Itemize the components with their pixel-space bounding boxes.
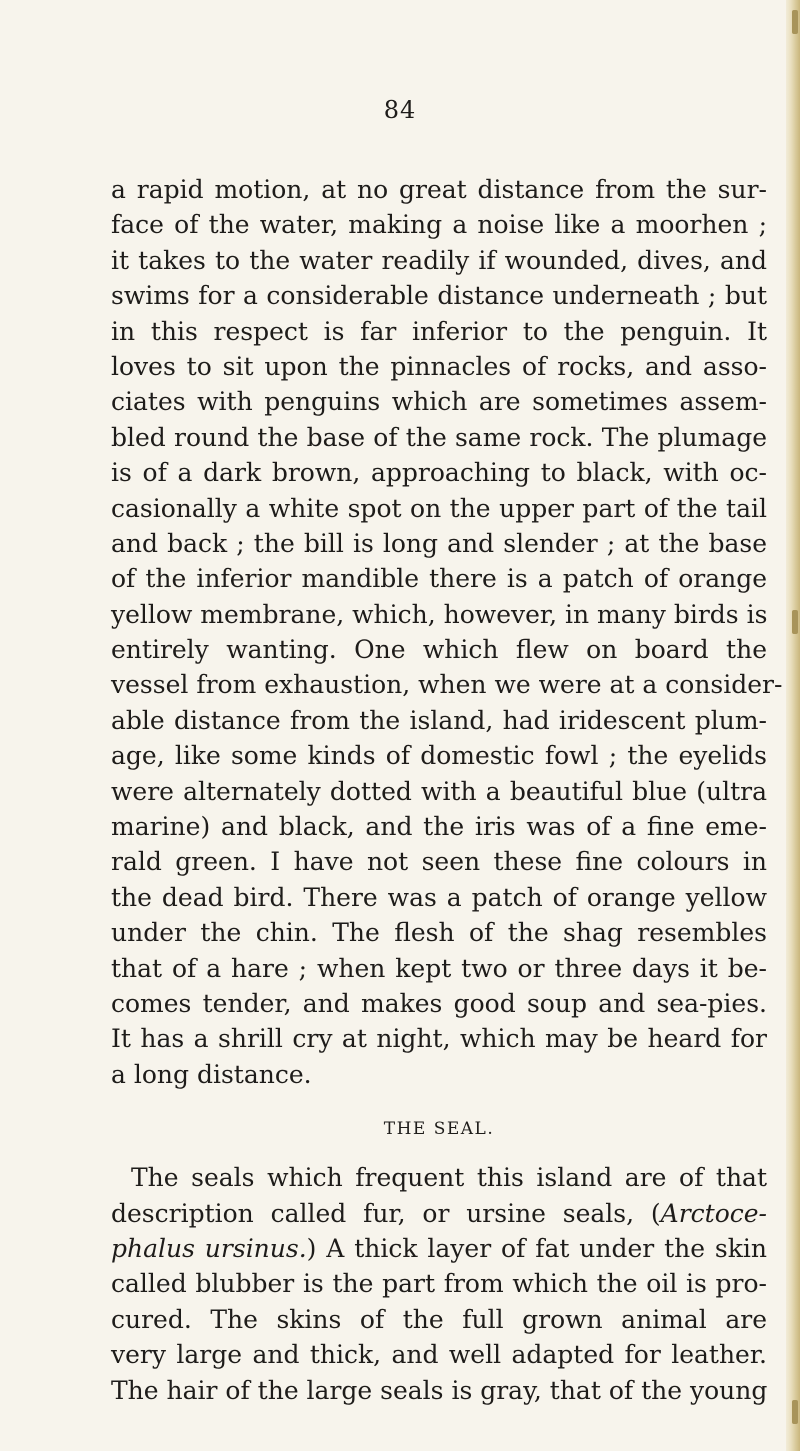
text-line: is of a dark brown, approaching to black, with oc-	[111, 458, 767, 488]
text-line: bled round the base of the same rock. The plumage	[111, 422, 767, 452]
text-line: swims for a considerable distance underneath ; but	[111, 281, 767, 311]
text-line: entirely wanting. One which flew on board the	[111, 635, 767, 665]
page-edge-mark	[792, 610, 798, 634]
text-line: It has a shrill cry at night, which may be heard for	[111, 1024, 767, 1054]
text-line: The seals which frequent this island are of that	[131, 1163, 767, 1193]
text-segment: description called fur, or ursine seals, (	[111, 1198, 661, 1228]
italic-species-name: phalus ursinus.	[111, 1233, 307, 1263]
page-number: 84	[383, 96, 417, 124]
text-line: The hair of the large seals is gray, that of the young	[111, 1375, 768, 1405]
page-edge	[786, 0, 800, 1451]
text-line: the dead bird. There was a patch of orange yellow	[111, 882, 767, 912]
text-line: cured. The skins of the full grown animal are	[111, 1304, 767, 1334]
page-edge-mark	[792, 10, 798, 34]
body-text	[111, 172, 783, 1408]
text-line: of the inferior mandible there is a patch of orange	[111, 564, 767, 594]
text-line: loves to sit upon the pinnacles of rocks, and asso-	[111, 351, 767, 381]
text-line: in this respect is far inferior to the penguin. It	[111, 316, 767, 346]
italic-species-name: Arctoce-	[660, 1198, 767, 1228]
text-line	[111, 1231, 767, 1266]
text-segment: ) A thick layer of fat under the skin	[306, 1233, 767, 1263]
text-line: marine) and black, and the iris was of a fine eme-	[111, 812, 767, 842]
text-line: able distance from the island, had iridescent plum-	[111, 705, 767, 735]
text-line: called blubber is the part from which the oil is pro-	[111, 1269, 767, 1299]
text-line: under the chin. The flesh of the shag resembles	[111, 918, 767, 948]
text-line: rald green. I have not seen these fine colours in	[111, 847, 767, 877]
text-line: a rapid motion, at no great distance from the sur-	[111, 175, 767, 204]
paragraph-shag	[111, 172, 783, 1092]
text-line: it takes to the water readily if wounded, dives, and	[111, 245, 767, 275]
page-edge-mark	[792, 1400, 798, 1424]
text-line: face of the water, making a noise like a moorhen ;	[111, 210, 767, 240]
text-line: a long distance.	[111, 1059, 312, 1089]
text-line: casionally a white spot on the upper part of the tail	[111, 493, 767, 523]
paragraph-seal	[111, 1160, 767, 1408]
text-line: vessel from exhaustion, when we were at a consider-	[111, 670, 783, 700]
text-line: yellow membrane, which, however, in many birds is	[111, 599, 768, 629]
text-line: comes tender, and makes good soup and sea-pies.	[111, 988, 767, 1018]
section-heading: THE SEAL.	[383, 1119, 495, 1140]
text-line: that of a hare ; when kept two or three days it be-	[111, 953, 767, 983]
text-line: age, like some kinds of domestic fowl ; the eyelids	[111, 741, 767, 771]
text-line: ciates with penguins which are sometimes assem-	[111, 387, 767, 417]
text-line	[111, 1196, 767, 1231]
text-line: very large and thick, and well adapted for leather.	[111, 1340, 767, 1370]
text-line: were alternately dotted with a beautiful blue (ultra	[111, 776, 767, 806]
text-line: and back ; the bill is long and slender ; at the base	[111, 528, 767, 558]
